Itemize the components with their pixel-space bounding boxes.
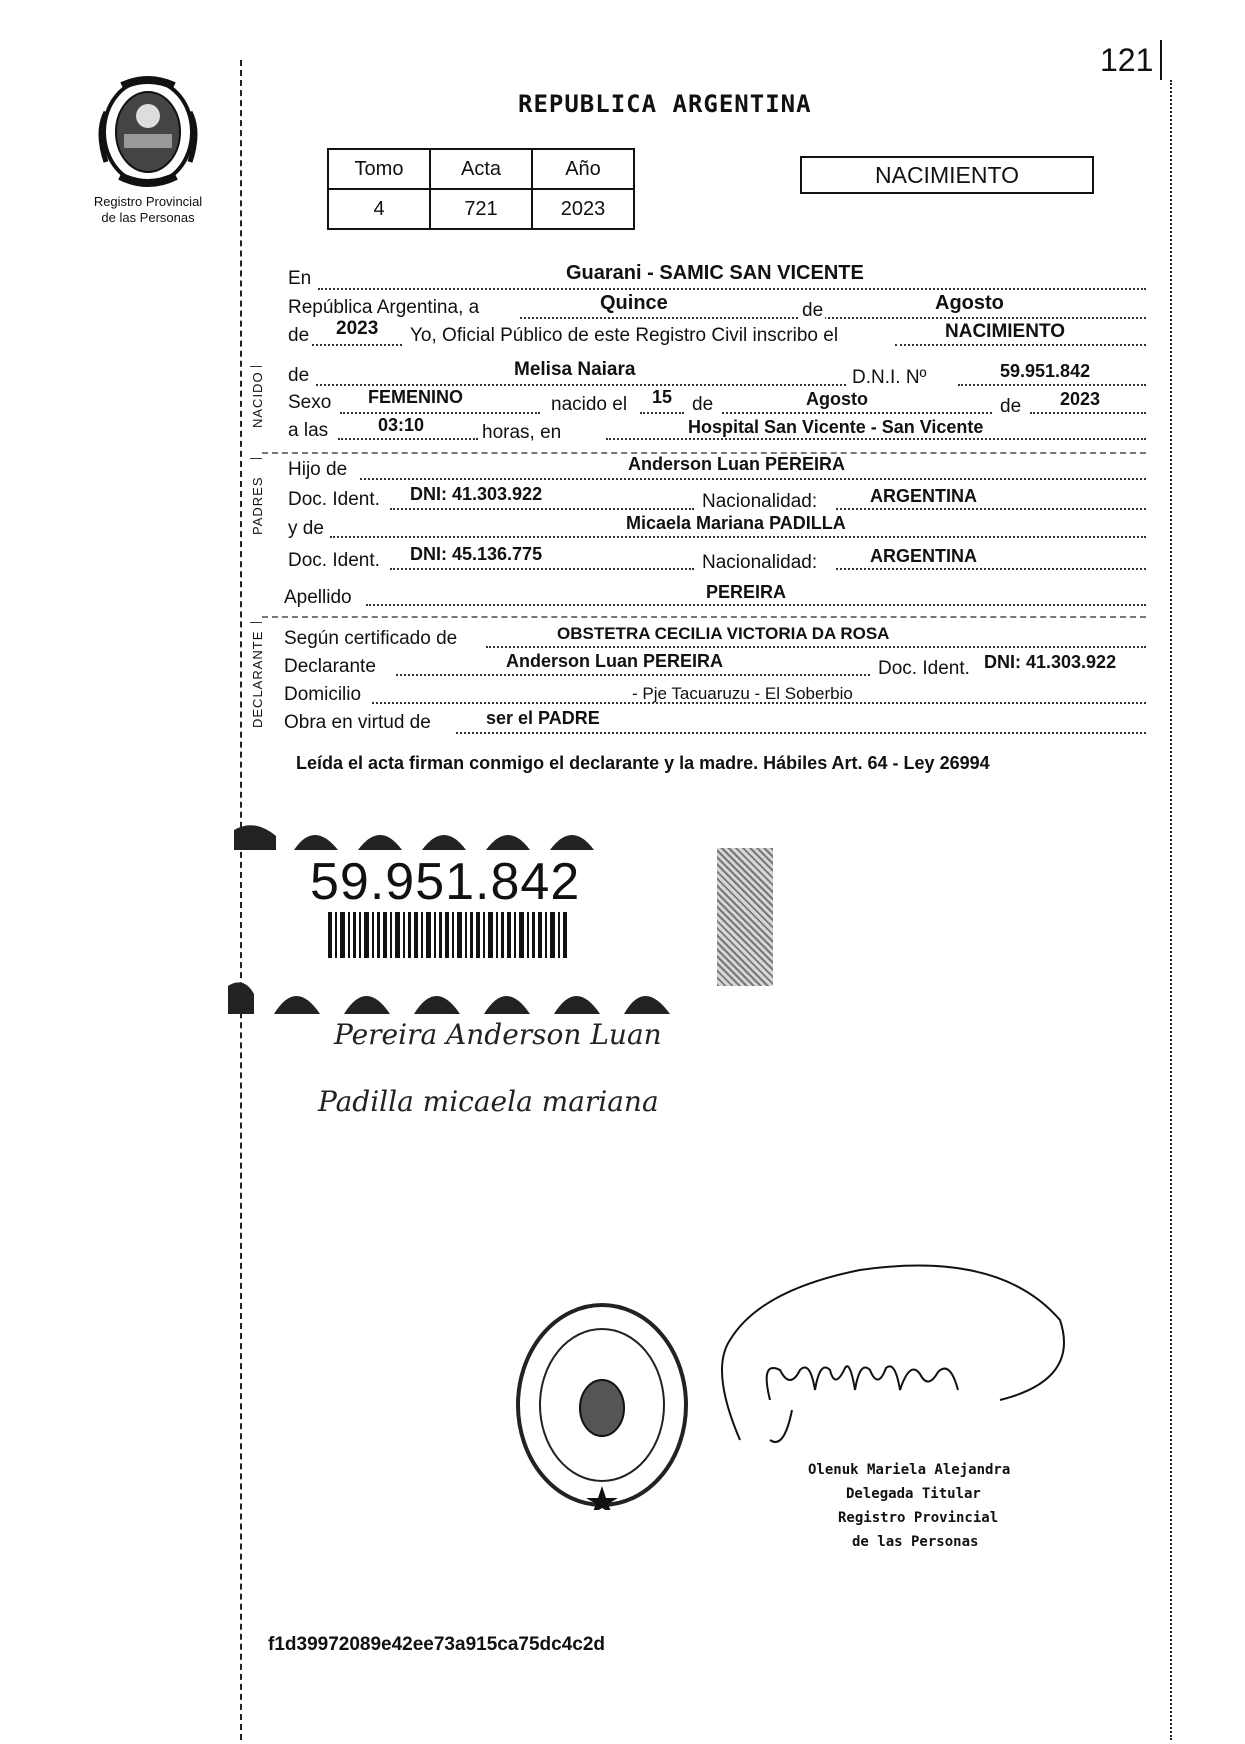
side-label-nacido: NACIDO xyxy=(250,371,265,428)
en-dots xyxy=(318,288,1146,290)
nacido-dia: 15 xyxy=(652,387,673,407)
padre-doc-label: Doc. Ident. xyxy=(288,489,380,510)
official-org-2: de las Personas xyxy=(852,1534,979,1550)
table-value-anio: 2023 xyxy=(532,189,634,229)
official-seal xyxy=(512,1300,692,1510)
segun-label: Según certificado de xyxy=(284,628,458,649)
page-number-bar xyxy=(1160,40,1162,80)
document-type-box xyxy=(800,156,1094,194)
lugar-dots xyxy=(606,438,1146,440)
right-margin-line xyxy=(1170,80,1172,1740)
madre-value: Micaela Mariana PADILLA xyxy=(626,513,846,533)
domicilio-value: - Pje Tacuaruzu - El Soberbio xyxy=(632,684,853,703)
republica-dots xyxy=(520,317,1146,319)
province-emblem xyxy=(92,72,204,192)
emblem-caption-1: Registro Provincial xyxy=(93,194,203,209)
segun-dots xyxy=(486,646,1146,648)
nacido-label: nacido el xyxy=(551,394,628,415)
domicilio-label: Domicilio xyxy=(284,684,362,705)
official-signature-icon xyxy=(700,1250,1080,1450)
official-role: Delegada Titular xyxy=(846,1486,981,1502)
madre-nac-dots xyxy=(836,568,1146,570)
apellido-value: PEREIRA xyxy=(706,582,787,602)
section-divider-3 xyxy=(250,622,262,623)
barcode-icon xyxy=(328,912,568,958)
padre-doc-value: DNI: 41.303.922 xyxy=(410,484,543,504)
declarante-label: Declarante xyxy=(284,656,376,677)
nacido-anio-dots xyxy=(1030,412,1146,414)
security-hologram xyxy=(717,848,773,986)
official-signature xyxy=(700,1250,1080,1450)
segun-value: OBSTETRA CECILIA VICTORIA DA ROSA xyxy=(557,624,890,643)
dni-dots xyxy=(958,384,1146,386)
republica-label: República Argentina, a xyxy=(288,297,480,318)
oficial-label: Yo, Oficial Público de este Registro Civil inscribo el xyxy=(410,325,839,346)
anio-dots xyxy=(312,344,402,346)
nacido-de2-label: de xyxy=(1000,396,1022,417)
signature-declarante: Pereira Anderson Luan xyxy=(334,1018,662,1051)
sexo-dots xyxy=(340,412,540,414)
page-number: 121 xyxy=(1100,42,1154,78)
yde-label: y de xyxy=(288,518,324,539)
dni-label: D.N.I. Nº xyxy=(852,367,927,388)
registry-table xyxy=(327,148,635,230)
sexo-value: FEMENINO xyxy=(368,387,464,407)
nacido-dia-dots xyxy=(640,412,684,414)
apellido-dots xyxy=(366,604,1146,606)
side-label-declarante: DECLARANTE xyxy=(250,630,265,728)
madre-nac-label: Nacionalidad: xyxy=(702,552,818,573)
nombre-label: de xyxy=(288,365,310,386)
official-org-1: Registro Provincial xyxy=(838,1510,999,1526)
sticker-pattern-bottom-icon xyxy=(224,974,674,1014)
signature-madre: Padilla micaela mariana xyxy=(318,1085,659,1118)
table-header-tomo: Tomo xyxy=(328,149,430,189)
hora-value: 03:10 xyxy=(378,415,425,435)
anio-value: 2023 xyxy=(336,318,379,339)
nacido-mes-dots xyxy=(722,412,992,414)
sticker-pattern-top-icon xyxy=(224,822,674,852)
declarante-doc-label: Doc. Ident. xyxy=(878,658,970,679)
en-value: Guarani - SAMIC SAN VICENTE xyxy=(566,262,864,284)
obra-label: Obra en virtud de xyxy=(284,712,431,733)
de2-label: de xyxy=(288,325,310,346)
madre-doc-dots xyxy=(390,568,694,570)
sticker-number: 59.951.842 xyxy=(310,853,581,911)
section-divider-2 xyxy=(250,458,262,459)
padre-value: Anderson Luan PEREIRA xyxy=(628,454,846,474)
dni-sticker xyxy=(224,822,674,1014)
nacido-mes: Agosto xyxy=(806,389,868,409)
section-divider-1 xyxy=(250,366,262,367)
declarante-value: Anderson Luan PEREIRA xyxy=(506,651,724,671)
madre-doc-value: DNI: 45.136.775 xyxy=(410,544,543,564)
apellido-label: Apellido xyxy=(284,587,352,608)
hora-dots xyxy=(338,438,478,440)
hijo-label: Hijo de xyxy=(288,459,348,480)
nombre-dots xyxy=(316,384,846,386)
table-header-anio: Año xyxy=(532,149,634,189)
table-value-acta: 721 xyxy=(430,189,532,229)
obra-dots xyxy=(456,732,1146,734)
de-label: de xyxy=(802,300,824,321)
inscribo-value: NACIMIENTO xyxy=(945,321,1065,342)
alas-label: a las xyxy=(288,420,329,441)
en-label: En xyxy=(288,268,312,289)
document-hash: f1d39972089e42ee73a915ca75dc4c2d xyxy=(268,1634,606,1655)
document-type: NACIMIENTO xyxy=(875,162,1019,188)
official-seal-icon xyxy=(512,1300,692,1510)
province-emblem-icon xyxy=(92,72,204,192)
declarante-doc-value: DNI: 41.303.922 xyxy=(984,652,1117,672)
madre-nac-value: ARGENTINA xyxy=(870,546,977,566)
official-name: Olenuk Mariela Alejandra xyxy=(808,1462,1011,1478)
horas-label: horas, en xyxy=(482,422,562,443)
padre-nac-dots xyxy=(836,508,1146,510)
padre-doc-dots xyxy=(390,508,694,510)
padre-dots xyxy=(360,478,1146,480)
padre-nac-label: Nacionalidad: xyxy=(702,491,818,512)
dia-value: Quince xyxy=(600,292,668,314)
table-header-acta: Acta xyxy=(430,149,532,189)
inscribo-dots xyxy=(895,344,1146,346)
separator-dashes-2 xyxy=(262,616,1146,618)
side-label-padres: PADRES xyxy=(250,476,265,535)
padre-nac-value: ARGENTINA xyxy=(870,486,977,506)
madre-doc-label: Doc. Ident. xyxy=(288,550,380,571)
declarante-dots xyxy=(396,674,870,676)
obra-value: ser el PADRE xyxy=(486,708,600,728)
mes-value: Agosto xyxy=(935,292,1004,314)
sexo-label: Sexo xyxy=(288,392,332,413)
closing-text: Leída el acta firman conmigo el declarante y la madre. Hábiles Art. 64 - Ley 26994 xyxy=(296,753,990,773)
nombre-value: Melisa Naiara xyxy=(514,359,636,380)
dni-value: 59.951.842 xyxy=(1000,361,1091,381)
madre-dots xyxy=(330,536,1146,538)
lugar-value: Hospital San Vicente - San Vicente xyxy=(688,417,984,437)
nacido-de-label: de xyxy=(692,394,714,415)
emblem-caption-2: de las Personas xyxy=(101,210,195,225)
document-title: REPUBLICA ARGENTINA xyxy=(518,90,812,118)
nacido-anio: 2023 xyxy=(1060,389,1101,409)
table-value-tomo: 4 xyxy=(328,189,430,229)
